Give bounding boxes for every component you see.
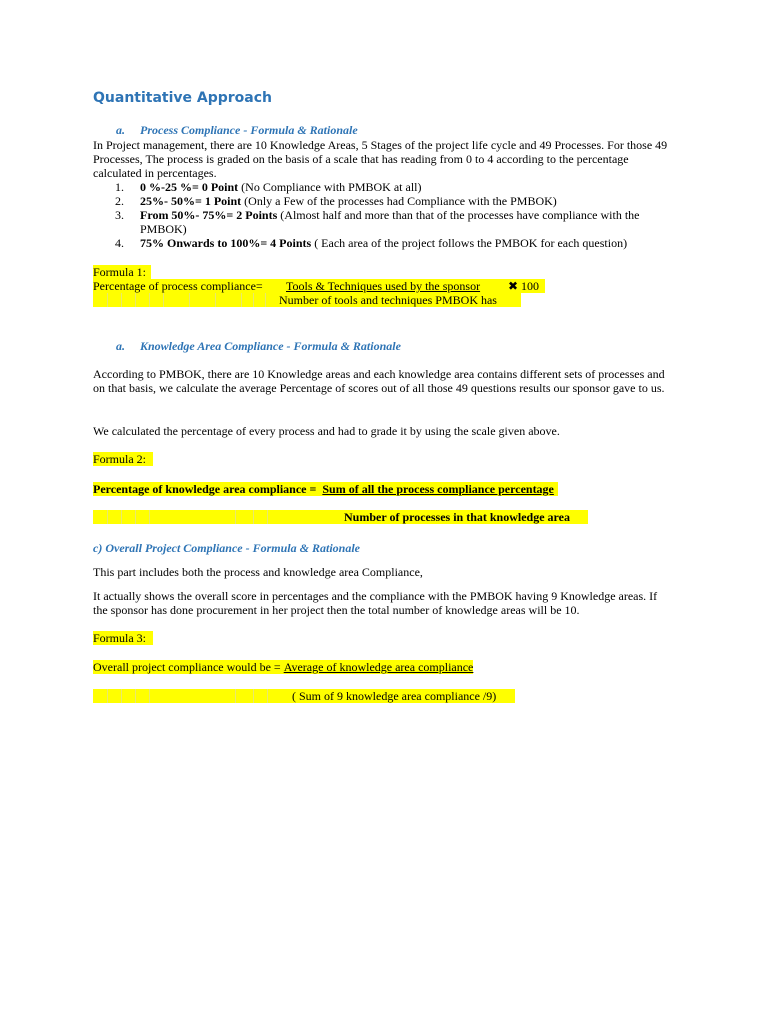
formula-2-label: Formula 2:	[93, 452, 153, 466]
formula-1-numerator: Tools & Techniques used by the sponsor	[286, 279, 481, 293]
section-a-heading	[116, 123, 358, 138]
formula-3-lhs: Overall project compliance would be =	[93, 660, 281, 674]
page-title: Quantitative Approach	[93, 90, 273, 106]
section-c-heading: c) Overall Project Compliance - Formula & Rationale	[93, 541, 360, 555]
formula-1-multiplier: ✖ 100	[508, 279, 540, 293]
formula-3-label: Formula 3:	[93, 631, 153, 645]
section-b-index: a.	[116, 339, 125, 353]
section-a-title: Process Compliance - Formula & Rationale	[140, 123, 358, 137]
formula-3-row	[93, 660, 473, 674]
section-b-heading	[116, 339, 401, 354]
formula-2-row	[93, 482, 558, 496]
formula-1-lhs: Percentage of process compliance=	[93, 279, 263, 293]
list-item: 1. 0 %-25 %= 0 Point (No Compliance with PMBOK at all)	[115, 180, 422, 194]
list-item: 2. 25%- 50%= 1 Point (Only a Few of the processes had Compliance with the PMBOK)	[115, 194, 557, 208]
section-c-paragraph-2: It actually shows the overall score in percentages and the compliance with the PMBOK having 9 Knowledge areas. If the sponsor has done procurement in her project then the total number of knowledge areas will be 10.	[93, 589, 658, 617]
formula-1-denominator: Number of tools and techniques PMBOK has	[279, 293, 497, 307]
section-a-index: a.	[116, 123, 125, 137]
formula-2-numerator: Sum of all the process compliance percentage	[322, 482, 554, 496]
section-b-paragraph-1: According to PMBOK, there are 10 Knowledge areas and each knowledge area contains different sets of processes and on that basis, we calculate the average Percentage of scores out of all those 49 questions results our sponsor gave to us.	[93, 367, 665, 395]
formula-3-rhs: Average of knowledge area compliance	[283, 660, 474, 674]
formula-2-lhs: Percentage of knowledge area compliance =	[93, 482, 317, 496]
section-b-title: Knowledge Area Compliance - Formula & Rationale	[140, 339, 401, 353]
section-c-paragraph-1: This part includes both the process and knowledge area Compliance,	[93, 565, 423, 579]
section-a-intro: In Project management, there are 10 Knowledge Areas, 5 Stages of the project life cycle and 49 Processes. For those 49 Processes, The process is graded on the basis of a scale that has reading from 0 to 4 according to the percentage calculated in percentages.	[93, 138, 668, 180]
formula-2-denominator: Number of processes in that knowledge area	[344, 510, 570, 524]
list-item: 3. From 50%- 75%= 2 Points (Almost half and more than that of the processes have compliance with the PMBOK)	[115, 208, 640, 236]
list-item: 4. 75% Onwards to 100%= 4 Points ( Each area of the project follows the PMBOK for each question)	[115, 236, 628, 250]
formula-1-label: Formula 1:	[93, 265, 151, 279]
section-b-paragraph-2: We calculated the percentage of every process and had to grade it by using the scale given above.	[93, 424, 560, 438]
formula-3-note: ( Sum of 9 knowledge area compliance /9)	[292, 689, 497, 703]
